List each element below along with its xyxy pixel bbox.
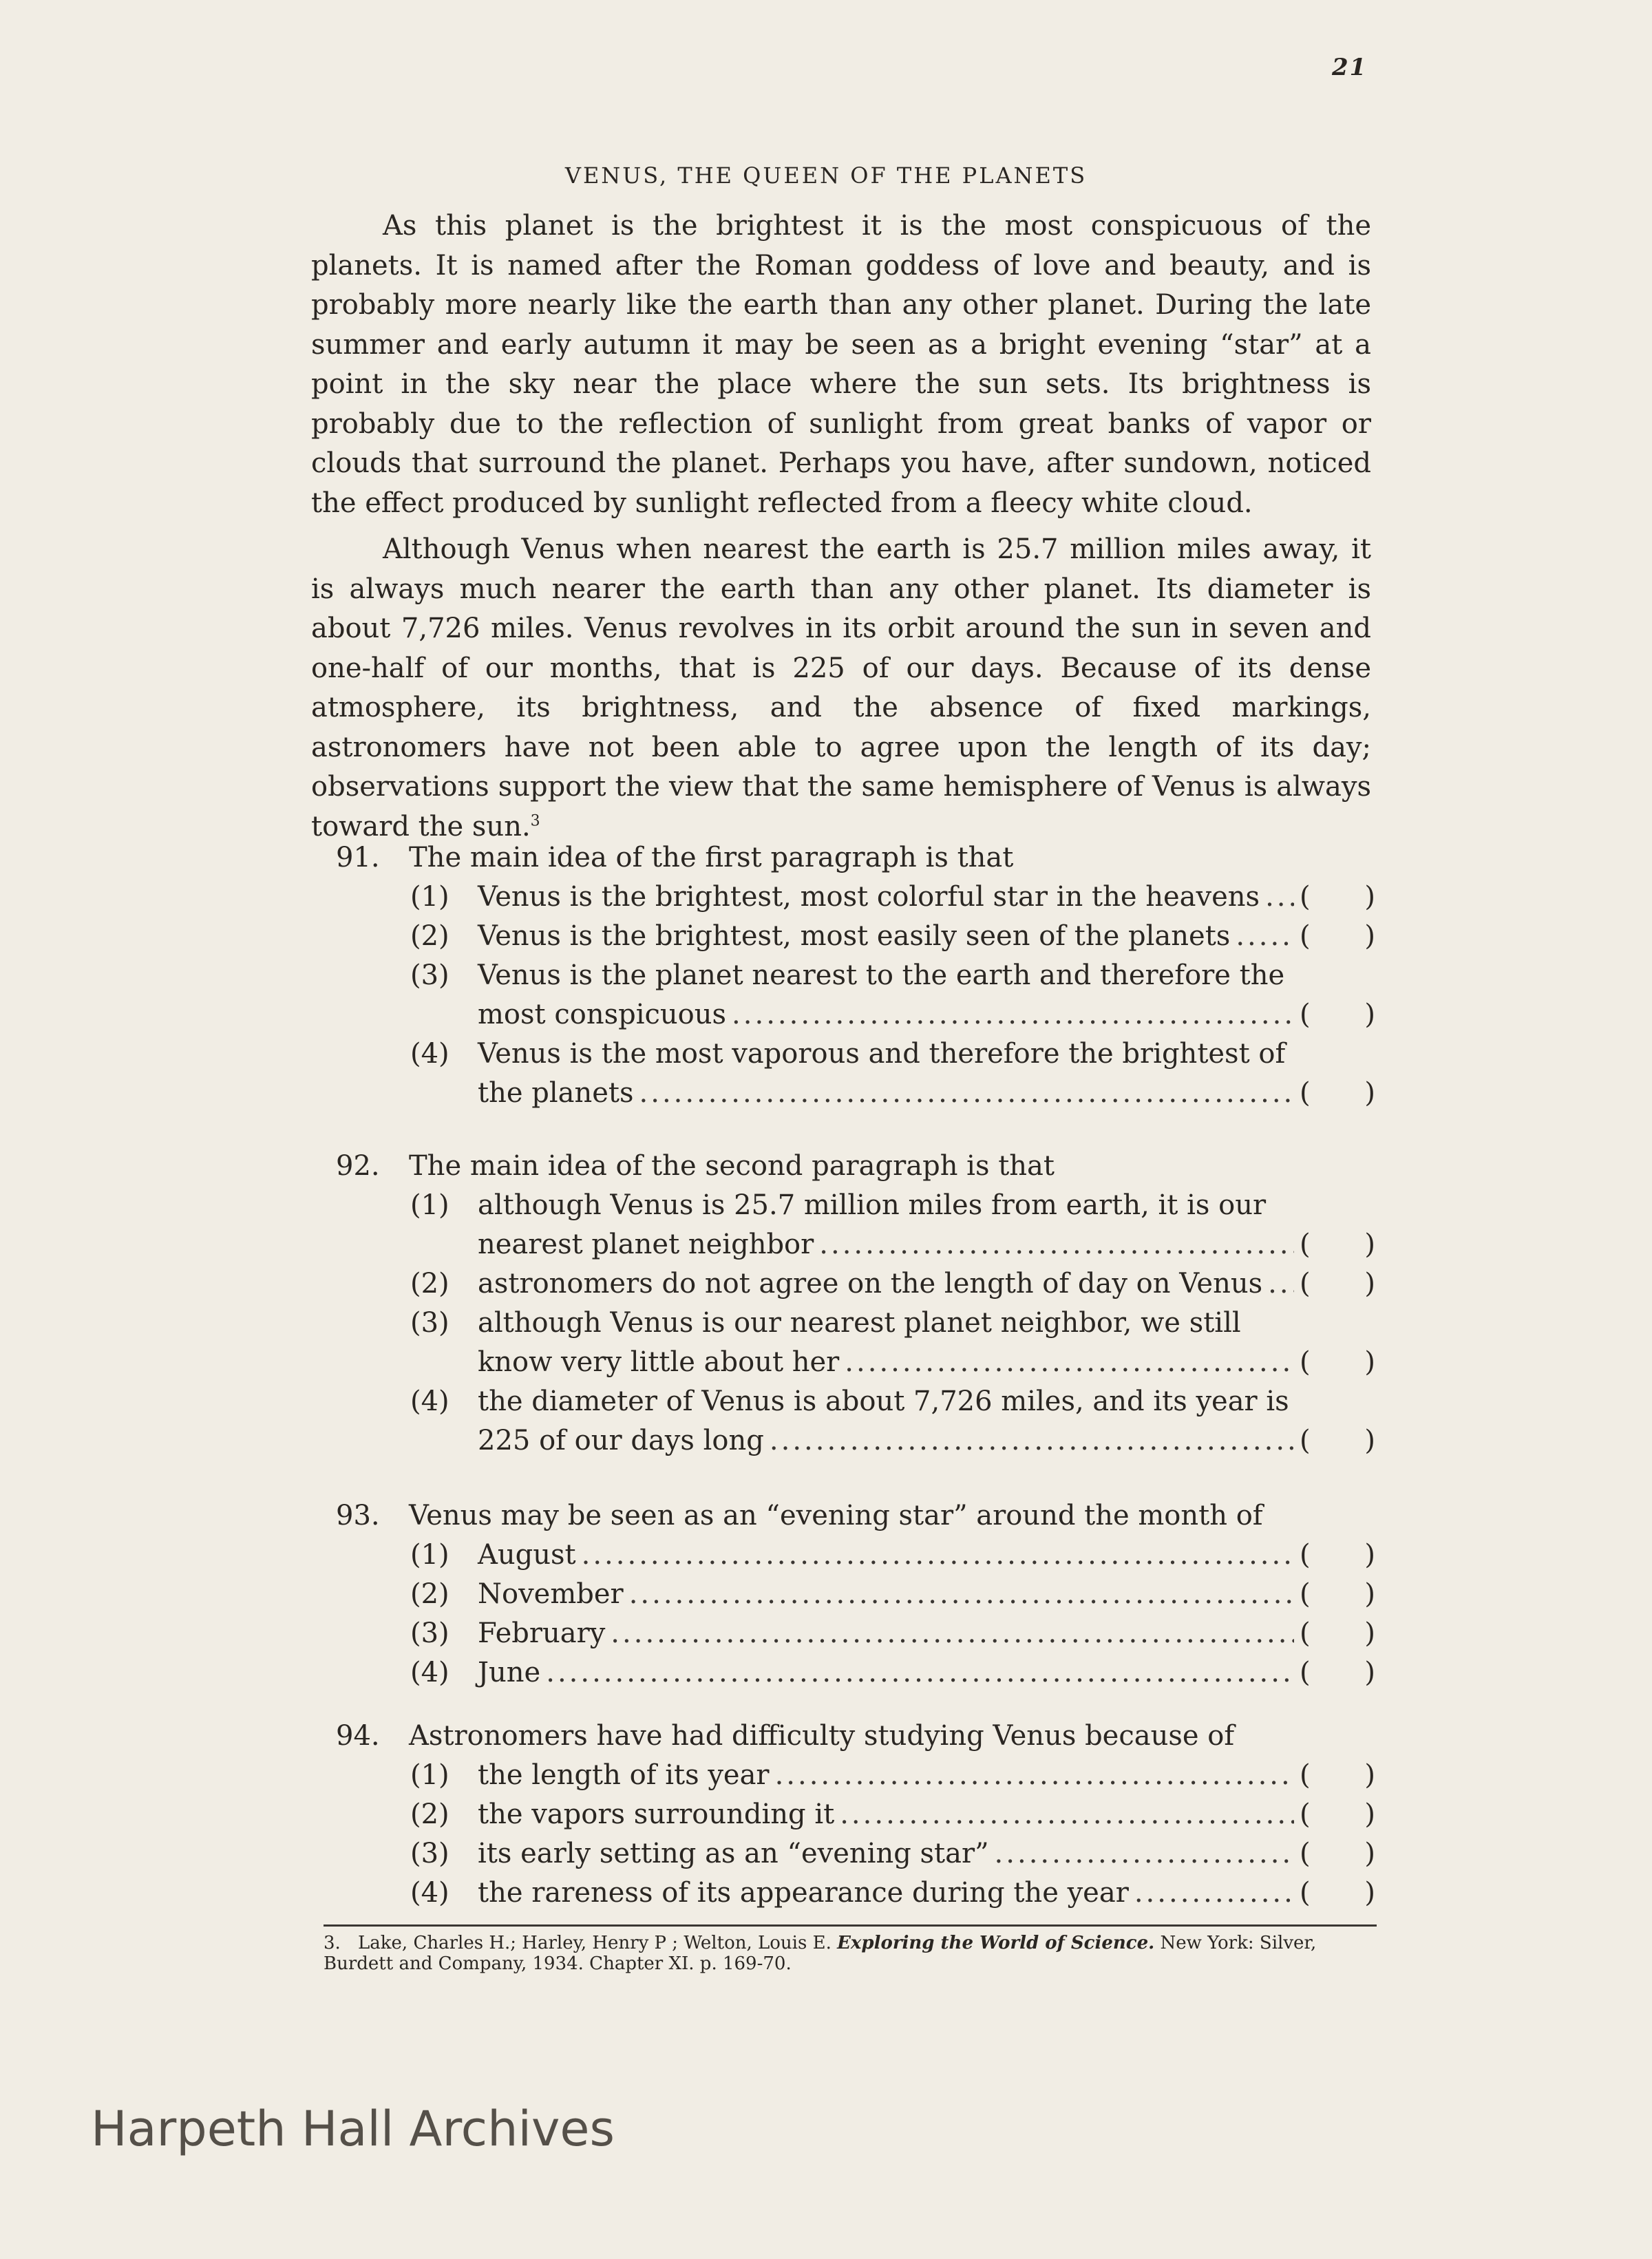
answer-option[interactable] — [410, 878, 1375, 917]
dot-leader — [775, 1756, 1294, 1795]
section-title: VENUS, THE QUEEN OF THE PLANETS — [564, 162, 1088, 189]
question-stem: The main idea of the first paragraph is that — [409, 842, 1014, 873]
answer-blank[interactable]: ( ) — [1300, 920, 1375, 952]
answer-option[interactable] — [410, 1874, 1375, 1913]
option-text-continued: nearest planet neighbor — [478, 1229, 814, 1260]
answer-blank[interactable]: ( ) — [1300, 881, 1375, 913]
option-text: Venus is the planet nearest to the earth and therefore the — [478, 959, 1285, 991]
dot-leader — [611, 1614, 1294, 1653]
dot-leader — [1268, 1264, 1294, 1304]
answer-option[interactable] — [410, 1536, 1375, 1575]
option-number: (1) — [410, 1539, 449, 1571]
answer-blank[interactable]: ( ) — [1300, 1578, 1375, 1610]
question-number: 91. — [336, 842, 380, 873]
option-text-continued: know very little about her — [478, 1346, 840, 1378]
answer-option[interactable] — [410, 1304, 1375, 1382]
option-number: (4) — [410, 1386, 449, 1417]
page-number: 21 — [1332, 54, 1368, 81]
option-text: although Venus is our nearest planet neighbor, we still — [478, 1307, 1241, 1339]
answer-blank[interactable]: ( ) — [1300, 1657, 1375, 1688]
dot-leader — [845, 1343, 1294, 1382]
dot-leader — [840, 1795, 1294, 1834]
option-number: (2) — [410, 1578, 449, 1610]
archive-watermark: Harpeth Hall Archives — [91, 2101, 615, 2157]
option-text-continued: the planets — [478, 1077, 634, 1109]
question-93 — [336, 1496, 1375, 1693]
answer-blank[interactable]: ( ) — [1300, 1838, 1375, 1869]
answer-option[interactable] — [410, 1264, 1375, 1304]
option-text-continued: 225 of our days long — [478, 1425, 764, 1456]
answer-option[interactable] — [410, 1614, 1375, 1653]
answer-option[interactable] — [410, 1186, 1375, 1264]
dot-leader — [1134, 1874, 1294, 1913]
answer-option[interactable] — [410, 1795, 1375, 1834]
footnote — [324, 1933, 1377, 1974]
option-number: (1) — [410, 1759, 449, 1791]
question-92 — [336, 1147, 1375, 1461]
answer-blank[interactable]: ( ) — [1300, 1799, 1375, 1830]
dot-leader — [1236, 917, 1294, 956]
footnote-authors: Lake, Charles H.; Harley, Henry P ; Welton, Louis E. — [358, 1933, 832, 1953]
footnote-divider — [324, 1924, 1377, 1927]
option-text: Venus is the brightest, most colorful star in the heavens — [478, 881, 1260, 913]
footnote-publication: New York: Silver, Burdett and Company, 1934. Chapter XI. p. 169-70. — [324, 1933, 1317, 1974]
question-stem: Venus may be seen as an “evening star” around the month of — [409, 1500, 1263, 1531]
option-text: its early setting as an “evening star” — [478, 1838, 989, 1869]
dot-leader — [819, 1225, 1294, 1264]
paragraph-2-text: Although Venus when nearest the earth is 25.7 million miles away, it is always much nearer the earth than any other planet. Its diameter is about 7,726 miles. Venus revolves in its orbit around the sun in seven and one-half of our months, that is 225 of our days. Because of its dense atmosphere, its brightness, and the absence of fixed markings, astronomers have not been able to agree upon the length of its day; observations support the view that the same hemisphere of Venus is always toward the sun. — [311, 533, 1371, 842]
answer-option[interactable] — [410, 1575, 1375, 1614]
paragraph-2 — [311, 530, 1371, 847]
footnote-book-title: Exploring the World of Science. — [837, 1933, 1155, 1953]
option-text: June — [478, 1657, 541, 1688]
question-94 — [336, 1717, 1375, 1913]
option-number: (1) — [410, 881, 449, 913]
answer-blank[interactable]: ( ) — [1300, 1268, 1375, 1300]
option-number: (4) — [410, 1657, 449, 1688]
option-text: the diameter of Venus is about 7,726 miles, and its year is — [478, 1386, 1289, 1417]
answer-option[interactable] — [410, 956, 1375, 1035]
option-text: the vapors surrounding it — [478, 1799, 835, 1830]
dot-leader — [1265, 878, 1294, 917]
question-stem: The main idea of the second paragraph is that — [409, 1150, 1055, 1182]
answer-blank[interactable]: ( ) — [1300, 999, 1375, 1030]
option-text-continued: most conspicuous — [478, 999, 727, 1030]
answer-blank[interactable]: ( ) — [1300, 1877, 1375, 1909]
footnote-marker: 3 — [530, 812, 540, 830]
answer-blank[interactable]: ( ) — [1300, 1759, 1375, 1791]
option-number: (3) — [410, 1838, 449, 1869]
answer-blank[interactable]: ( ) — [1300, 1618, 1375, 1649]
answer-option[interactable] — [410, 1382, 1375, 1461]
option-number: (3) — [410, 959, 449, 991]
answer-option[interactable] — [410, 1653, 1375, 1693]
option-text: November — [478, 1578, 624, 1610]
option-number: (3) — [410, 1307, 449, 1339]
footnote-ref: 3. — [324, 1933, 341, 1953]
question-stem: Astronomers have had difficulty studying Venus because of — [409, 1720, 1235, 1752]
answer-option[interactable] — [410, 917, 1375, 956]
question-91 — [336, 838, 1375, 1113]
answer-blank[interactable]: ( ) — [1300, 1229, 1375, 1260]
answer-blank[interactable]: ( ) — [1300, 1425, 1375, 1456]
option-text: Venus is the brightest, most easily seen of the planets — [478, 920, 1231, 952]
dot-leader — [995, 1834, 1294, 1874]
answer-blank[interactable]: ( ) — [1300, 1539, 1375, 1571]
option-text: astronomers do not agree on the length of day on Venus — [478, 1268, 1263, 1300]
answer-option[interactable] — [410, 1756, 1375, 1795]
option-number: (4) — [410, 1038, 449, 1070]
dot-leader — [639, 1074, 1294, 1113]
answer-option[interactable] — [410, 1035, 1375, 1113]
question-number: 94. — [336, 1720, 380, 1752]
dot-leader — [770, 1421, 1294, 1461]
option-number: (2) — [410, 1799, 449, 1830]
question-number: 93. — [336, 1500, 380, 1531]
option-text: Venus is the most vaporous and therefore the brightest of — [478, 1038, 1286, 1070]
question-number: 92. — [336, 1150, 380, 1182]
option-number: (4) — [410, 1877, 449, 1909]
option-text: the length of its year — [478, 1759, 770, 1791]
dot-leader — [582, 1536, 1294, 1575]
option-text: although Venus is 25.7 million miles from earth, it is our — [478, 1189, 1267, 1221]
answer-blank[interactable]: ( ) — [1300, 1077, 1375, 1109]
paragraph-1: As this planet is the brightest it is the most conspicuous of the planets. It is named after the Roman goddess of love and beauty, and is probably more nearly like the earth than any other planet. During the late summer and early autumn it may be seen as a bright evening “star” at a point in the sky near the place where the sun sets. Its brightness is probably due to the reflection of sunlight from great banks of vapor or clouds that surround the planet. Perhaps you have, after sundown, noticed the effect produced by sunlight reflected from a fleecy white cloud. — [311, 210, 1371, 519]
option-text: February — [478, 1618, 606, 1649]
option-number: (2) — [410, 920, 449, 952]
option-number: (1) — [410, 1189, 449, 1221]
answer-blank[interactable]: ( ) — [1300, 1346, 1375, 1378]
option-text: August — [478, 1539, 576, 1571]
dot-leader — [732, 995, 1294, 1035]
dot-leader — [546, 1653, 1294, 1693]
option-number: (3) — [410, 1618, 449, 1649]
option-number: (2) — [410, 1268, 449, 1300]
option-text: the rareness of its appearance during the year — [478, 1877, 1129, 1909]
answer-option[interactable] — [410, 1834, 1375, 1874]
dot-leader — [629, 1575, 1294, 1614]
